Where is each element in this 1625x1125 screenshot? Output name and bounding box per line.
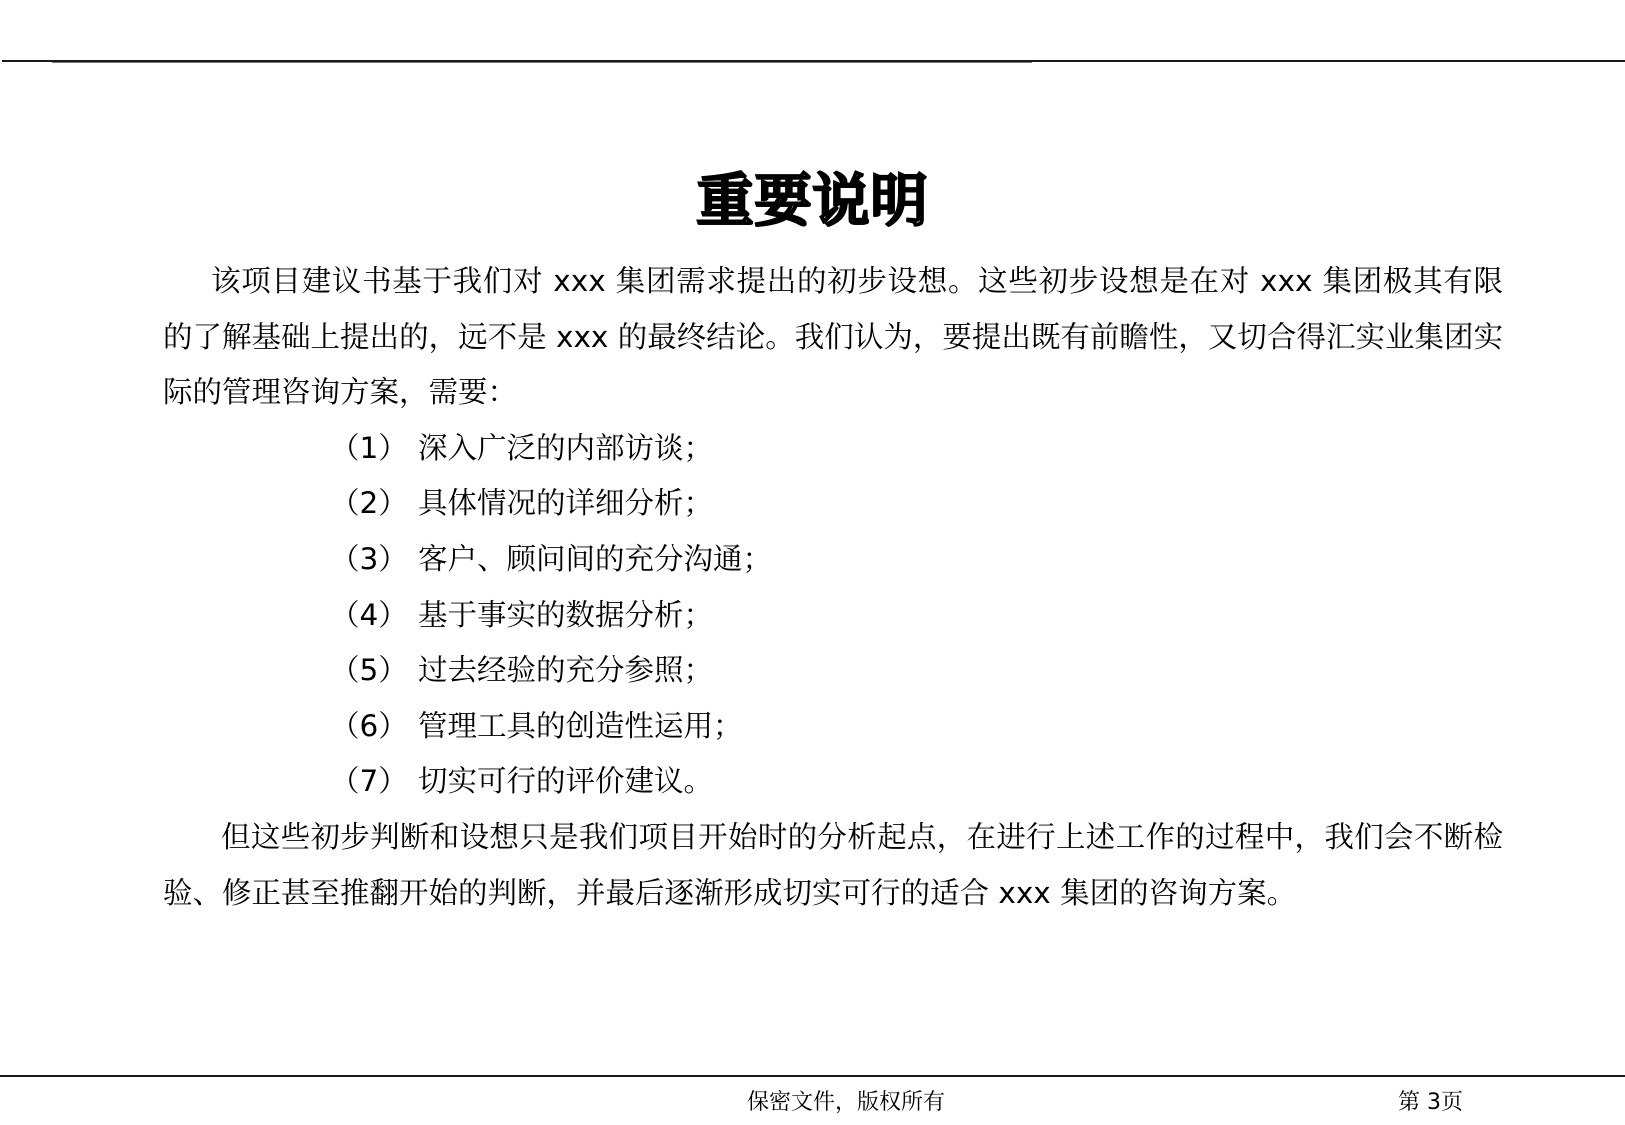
list-item-text: 具体情况的详细分析； xyxy=(418,486,714,521)
list-item-text: 切实可行的评价建议。 xyxy=(418,764,714,799)
list-item xyxy=(330,699,1503,755)
page-title: 重要说明 xyxy=(696,168,929,235)
closing-paragraph: 但这些初步判断和设想只是我们项目开始时的分析起点，在进行上述工作的过程中，我们会不断检验、修正甚至推翻开始的判断，并最后逐渐形成切实可行的适合 xxx 集团的咨询方案。 xyxy=(163,819,1503,910)
document-body xyxy=(163,254,1503,921)
list-item-text: 基于事实的数据分析； xyxy=(418,597,714,632)
requirements-list xyxy=(163,421,1503,810)
intro-paragraph: 该项目建议书基于我们对 xxx 集团需求提出的初步设想。这些初步设想是在对 xxx 集团极其有限的了解基础上提出的，远不是 xxx 的最终结论。我们认为，要提出既有前瞻性，又切合得汇实业集团实际的管理咨询方案，需要： xyxy=(163,264,1503,410)
list-item xyxy=(330,476,1503,532)
list-item-number: （6） xyxy=(330,708,408,743)
list-item-text: 深入广泛的内部访谈； xyxy=(418,430,714,465)
list-item-number: （1） xyxy=(330,430,408,465)
page-number: 第 3页 xyxy=(1398,1090,1463,1115)
list-item-number: （2） xyxy=(330,486,408,521)
list-item xyxy=(330,754,1503,810)
list-item-text: 客户、顾问间的充分沟通； xyxy=(418,541,773,576)
list-item xyxy=(330,588,1503,644)
list-item-text: 过去经验的充分参照； xyxy=(418,653,714,688)
footer-divider xyxy=(0,1075,1625,1077)
list-item-number: （3） xyxy=(330,541,408,576)
list-item xyxy=(330,532,1503,588)
header-divider xyxy=(2,60,1625,62)
list-item-number: （4） xyxy=(330,597,408,632)
list-item-number: （5） xyxy=(330,653,408,688)
list-item-number: （7） xyxy=(330,764,408,799)
list-item-text: 管理工具的创造性运用； xyxy=(418,708,743,743)
list-item xyxy=(330,421,1503,477)
confidential-notice: 保密文件，版权所有 xyxy=(747,1090,946,1115)
list-item xyxy=(330,643,1503,699)
